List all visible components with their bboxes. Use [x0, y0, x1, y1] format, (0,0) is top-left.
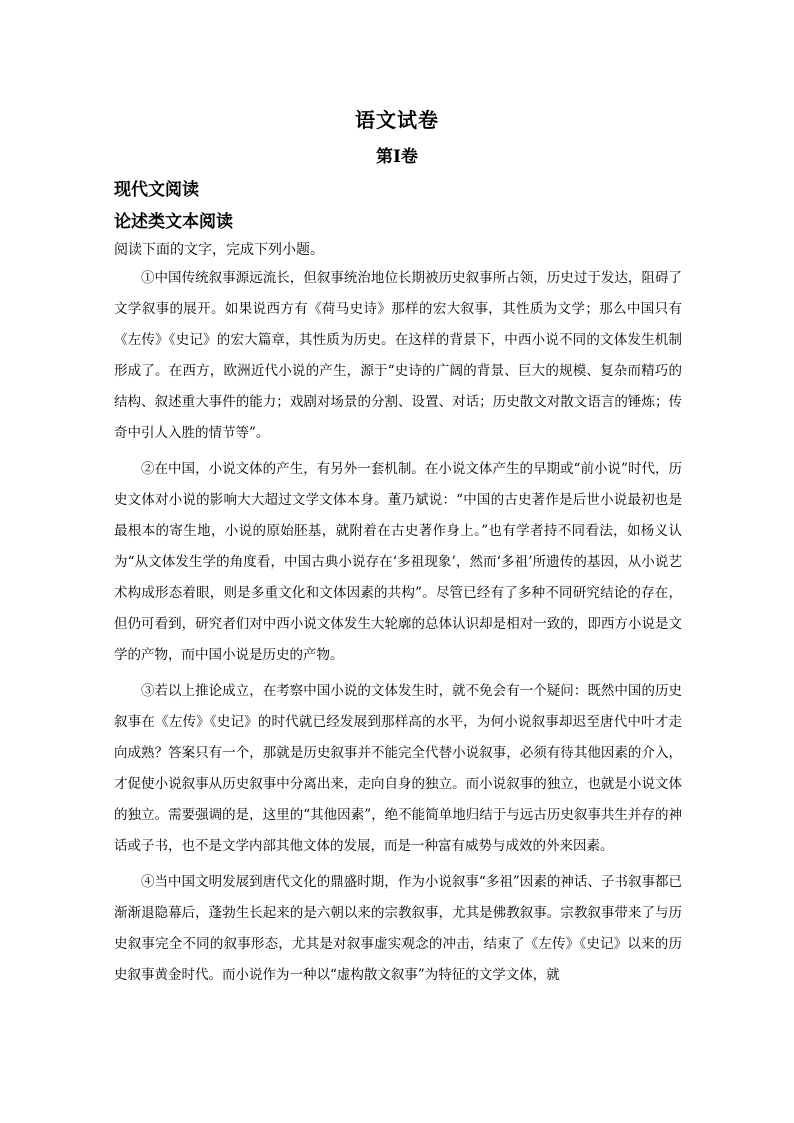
instruction-text: 阅读下面的文字，完成下列小题。 — [114, 242, 324, 258]
paragraph-4: ④当中国文明发展到唐代文化的鼎盛时期，作为小说叙事“多祖”因素的神话、子书叙事都已渐渐退隐幕后，蓬勃生长起来的是六朝以来的宗教叙事，尤其是佛教叙事。宗教叙事带来了与历史叙事完全不同的叙事形态，尤其是对叙事虚实观念的冲击，结束了《左传》《史记》以来的历史叙事黄金时代。而小说作为一种以“虚构散文叙事”为特征的文学文体，就 — [114, 874, 682, 983]
volume-label: 第Ⅰ卷 — [376, 147, 418, 167]
reading-passage — [114, 263, 682, 996]
paragraph-2: ②在中国，小说文体的产生，有另外一套机制。在小说文体产生的早期或“前小说”时代，历史文体对小说的影响大大超过文学文体本身。董乃斌说：“中国的古史著作是后世小说最初也是最根本的寄生地，小说的原始胚基，就附着在古史著作身上。”也有学者持不同看法，如杨义认为“从文体发生学的角度看，中国古典小说存在‘多祖现象’，然而‘多祖’所遗传的基因，从小说艺术构成形态着眼，则是多重文化和文体因素的共构”。尽管已经有了多种不同研究结论的存在，但仍可看到，研究者们对中西小说文体发生大轮廓的总体认识却是相对一致的，即西方小说是文学的产物，而中国小说是历史的产物。 — [114, 461, 682, 663]
page-title: 语文试卷 — [355, 108, 439, 132]
paragraph-1: ①中国传统叙事源远流长，但叙事统治地位长期被历史叙事所占领，历史过于发达，阻碍了文学叙事的展开。如果说西方有《荷马史诗》那样的宏大叙事，其性质为文学；那么中国只有《左传》《史记》的宏大篇章，其性质为历史。在这样的背景下，中西小说不同的文体发生机制形成了。在西方，欧洲近代小说的产生，源于“史诗的广阔的背景、巨大的规模、复杂而精巧的结构、叙述重大事件的能力；戏剧对场景的分割、设置、对话；历史散文对散文语言的锤炼；传奇中引人入胜的情节等”。 — [114, 270, 682, 441]
section-heading: 现代文阅读 — [114, 180, 199, 200]
paragraph-3: ③若以上推论成立，在考察中国小说的文体发生时，就不免会有一个疑问：既然中国的历史叙事在《左传》《史记》的时代就已经发展到那样高的水平，为何小说叙事却迟至唐代中叶才走向成熟？答案只有一个，那就是历史叙事并不能完全代替小说叙事，必须有待其他因素的介入，才促使小说叙事从历史叙事中分离出来，走向自身的独立。而小说叙事的独立，也就是小说文体的独立。需要强调的是，这里的“其他因素”，绝不能简单地归结于与远古历史叙事共生并存的神话或子书，也不是文学内部其他文体的发展，而是一种富有威势与成效的外来因素。 — [114, 683, 682, 854]
subsection-heading: 论述类文本阅读 — [114, 212, 233, 232]
